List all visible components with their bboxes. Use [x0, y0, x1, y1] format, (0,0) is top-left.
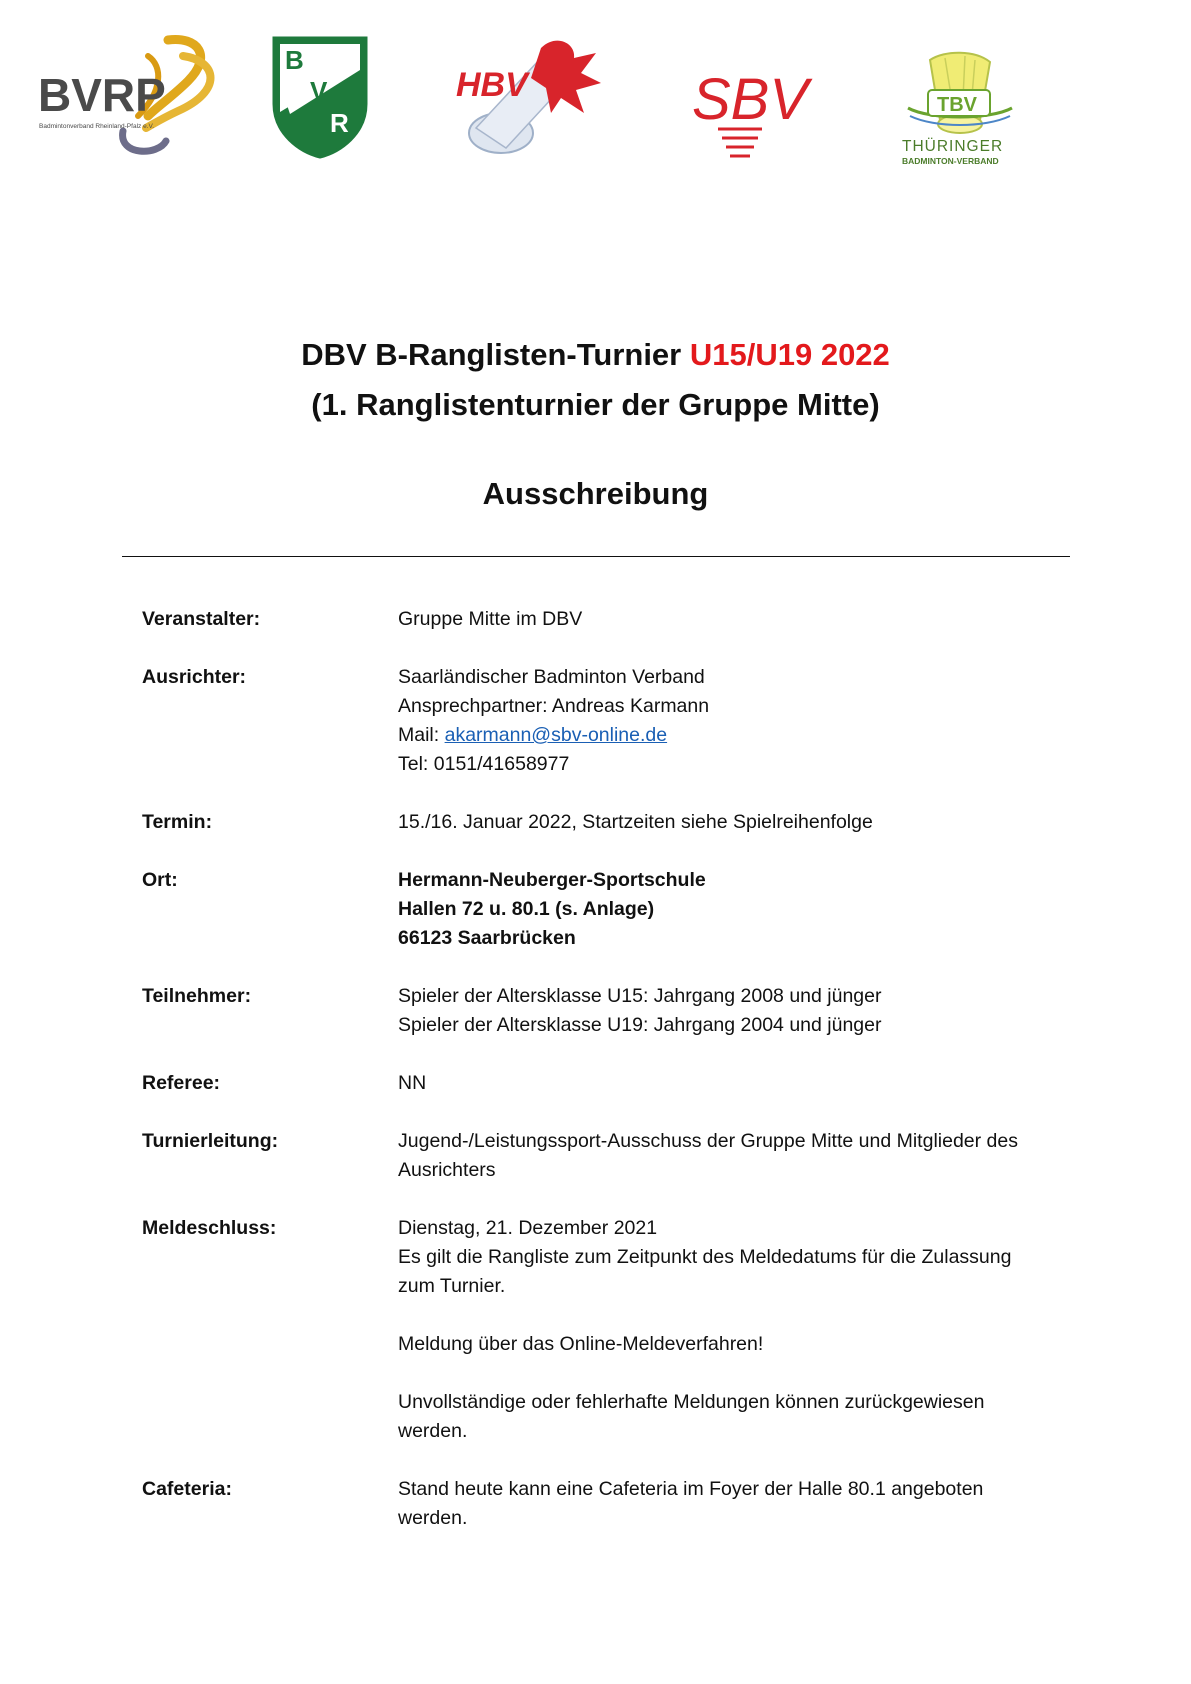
- label-termin: Termin:: [142, 811, 213, 833]
- ort-line-1: Hermann-Neuberger-Sportschule: [398, 869, 706, 891]
- label-ort: Ort:: [142, 869, 178, 891]
- ort-line-3: 66123 Saarbrücken: [398, 927, 576, 949]
- spacer: [398, 1359, 1062, 1388]
- label-meldeschluss: Meldeschluss:: [142, 1217, 277, 1239]
- turnierleitung-line-1: Jugend-/Leistungssport-Ausschuss der Gruppe Mitte und Mitglieder des: [398, 1130, 1018, 1152]
- turnierleitung-line-2: Ausrichters: [398, 1159, 496, 1181]
- document-title: [0, 330, 1191, 430]
- meldeschluss-note-2-line-2: werden.: [398, 1420, 468, 1442]
- mail-prefix: Mail:: [398, 724, 445, 746]
- sbv-logo-text: SBV: [692, 67, 809, 132]
- row-teilnehmer: [142, 982, 1062, 1040]
- bvr-letter-r: R: [330, 108, 349, 138]
- value-cafeteria: [398, 1475, 1062, 1533]
- tbv-logo: [900, 50, 1020, 175]
- ausrichter-line: Saarländischer Badminton Verband: [398, 666, 705, 688]
- logo-bar: [0, 0, 1191, 200]
- mail-link[interactable]: akarmann@sbv-online.de: [444, 724, 668, 746]
- ort-line-2: Hallen 72 u. 80.1 (s. Anlage): [398, 898, 655, 920]
- value-veranstalter: [398, 605, 1062, 634]
- divider: [122, 556, 1070, 557]
- title-line-2: (1. Ranglistenturnier der Gruppe Mitte): [311, 387, 880, 422]
- tbv-logo-text: TBV: [937, 94, 977, 116]
- bvr-letter-b: B: [285, 45, 304, 75]
- value-meldeschluss: [398, 1214, 1062, 1446]
- ausrichter-contact: Ansprechpartner: Andreas Karmann: [398, 695, 710, 717]
- value-turnierleitung: [398, 1127, 1062, 1185]
- label-cafeteria: Cafeteria:: [142, 1478, 232, 1500]
- bvr-logo: [270, 34, 370, 160]
- tbv-logo-line1: THÜRINGER: [902, 138, 1004, 155]
- title-main: DBV B-Ranglisten-Turnier: [301, 337, 690, 372]
- ausrichter-mail-line: [398, 721, 1062, 750]
- sbv-logo: [690, 44, 809, 169]
- row-turnierleitung: [142, 1127, 1062, 1185]
- value-ausrichter: [398, 663, 1062, 779]
- row-ausrichter: [142, 663, 1062, 779]
- ausrichter-tel: Tel: 0151/41658977: [398, 753, 570, 775]
- bvrp-logo-subtext: Badmintonverband Rheinland-Pfalz e.V.: [39, 123, 155, 130]
- label-turnierleitung: Turnierleitung:: [142, 1130, 279, 1152]
- meldeschluss-line-1: Dienstag, 21. Dezember 2021: [398, 1217, 658, 1239]
- row-cafeteria: [142, 1475, 1062, 1533]
- bvrp-logo-text: BVRP: [38, 69, 166, 121]
- value-teilnehmer: [398, 982, 1062, 1040]
- title-highlight: U15/U19 2022: [689, 337, 890, 372]
- meldeschluss-note-2-line-1: Unvollständige oder fehlerhafte Meldungen können zurückgewiesen: [398, 1391, 985, 1413]
- label-teilnehmer: Teilnehmer:: [142, 985, 252, 1007]
- document-subtitle: Ausschreibung: [482, 476, 709, 511]
- row-meldeschluss: [142, 1214, 1062, 1446]
- cafeteria-line-2: werden.: [398, 1507, 468, 1529]
- spacer: [398, 1301, 1062, 1330]
- value-ort: [398, 866, 1062, 953]
- teilnehmer-line-1: Spieler der Altersklasse U15: Jahrgang 2008 und jünger: [398, 985, 882, 1007]
- hbv-logo-text: HBV: [456, 66, 528, 104]
- bvr-letter-v: V: [310, 76, 328, 106]
- meldeschluss-note-1: Meldung über das Online-Meldeverfahren!: [398, 1333, 764, 1355]
- value-termin: [398, 808, 1062, 837]
- veranstalter-line: Gruppe Mitte im DBV: [398, 608, 583, 630]
- bvrp-logo: [38, 36, 228, 161]
- referee-line: NN: [398, 1072, 427, 1094]
- label-referee: Referee:: [142, 1072, 221, 1094]
- value-referee: [398, 1069, 1062, 1098]
- row-termin: [142, 808, 1062, 837]
- meldeschluss-line-3: zum Turnier.: [398, 1275, 506, 1297]
- label-ausrichter: Ausrichter:: [142, 666, 247, 688]
- meldeschluss-line-2: Es gilt die Rangliste zum Zeitpunkt des Meldedatums für die Zulassung: [398, 1246, 1012, 1268]
- cafeteria-line-1: Stand heute kann eine Cafeteria im Foyer der Halle 80.1 angeboten: [398, 1478, 984, 1500]
- termin-line: 15./16. Januar 2022, Startzeiten siehe Spielreihenfolge: [398, 811, 873, 833]
- row-referee: [142, 1069, 1062, 1098]
- teilnehmer-line-2: Spieler der Altersklasse U19: Jahrgang 2004 und jünger: [398, 1014, 882, 1036]
- info-table: [142, 605, 1062, 1562]
- label-veranstalter: Veranstalter:: [142, 608, 261, 630]
- row-veranstalter: [142, 605, 1062, 634]
- title-line-1: [0, 330, 1191, 380]
- row-ort: [142, 866, 1062, 953]
- tbv-logo-line2: BADMINTON-VERBAND: [902, 156, 999, 166]
- hbv-logo: [456, 28, 606, 158]
